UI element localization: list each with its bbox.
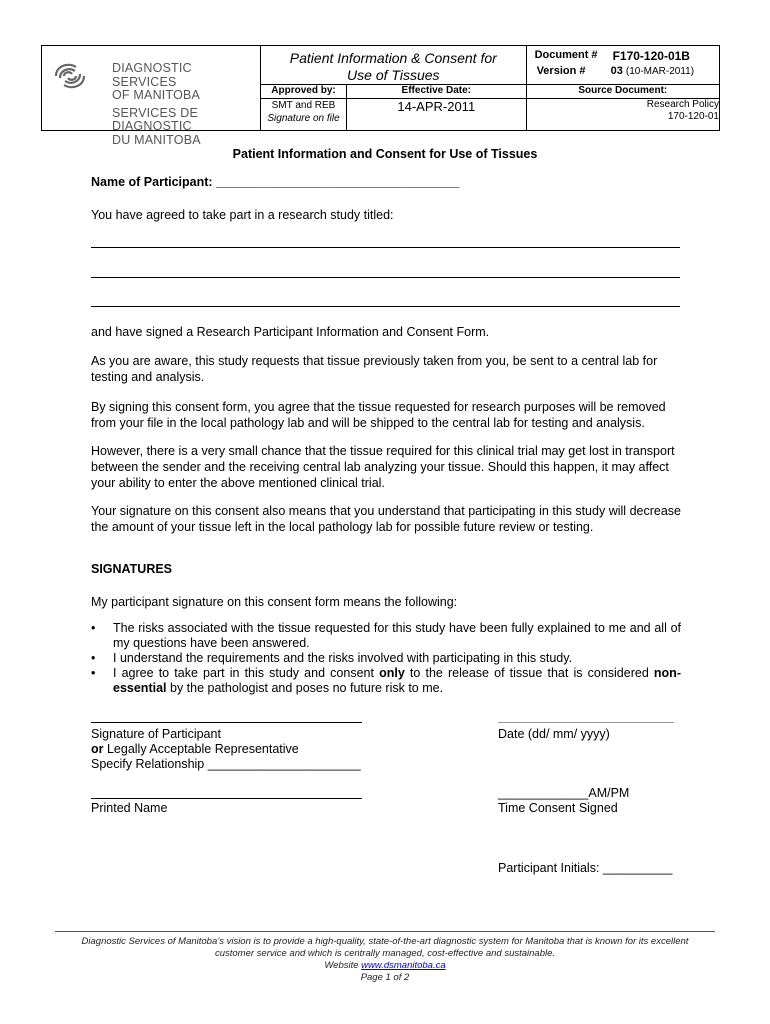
footer-divider [55,931,715,932]
document-title: Patient Information and Consent for Use of Tissues [232,147,538,161]
specify-relationship-field[interactable]: Specify Relationship ______________________ [91,757,361,771]
effective-date-value: 14-APR-2011 [347,99,527,131]
participant-initials-block [498,861,672,876]
paragraph-however: However, there is a very small chance that the tissue required for this clinical trial may get lost in transport between the sender and the receiving central lab analyzing your tissue. Should this happen, it may affect your ability to enter the above mentioned clinical trial. [91,444,675,490]
study-intro: You have agreed to take part in a research study titled: [91,208,394,222]
bullet-emphasis-only: only [379,666,405,680]
version-label: Version # [536,65,586,77]
bullet-text: I understand the requirements and the risks involved with participating in this study. [113,651,573,665]
dsm-logo-icon [50,58,90,94]
form-title-line2: Use of Tissues [347,67,440,83]
bullet-text-c: by the pathologist and poses no future risk to me. [166,681,444,695]
footer-website-label: Website [324,960,362,971]
form-title-cell [261,46,527,85]
bullet-emphasis-non-essential: non-essential [113,666,681,695]
bullet-glyph: • [91,651,96,665]
printed-name-label: Printed Name [91,801,168,815]
document-label: Document # [534,49,598,61]
consent-bullet-list [91,621,681,696]
participant-initials-label: Participant Initials: [498,861,600,875]
bullet-text-a: I agree to take part in this study and consent [113,666,380,680]
signed-form-text: and have signed a Research Participant Information and Consent Form. [91,325,490,339]
bullet-text: The risks associated with the tissue requested for this study have been fully explained to me and all of my questions have been answered. [113,621,681,650]
source-document-line1: Research Policy [646,99,719,110]
source-document-label: Source Document: [526,85,719,99]
logo-cell [42,46,261,147]
version-date: (10-MAR-2011) [625,66,695,77]
approved-by-value [261,99,347,131]
signature-participant-label: Signature of Participant [91,727,221,741]
time-consent-label: Time Consent Signed [498,801,618,815]
study-title-line[interactable] [91,306,680,307]
signature-block-participant [91,727,361,772]
signatures-intro: My participant signature on this consent form means the following: [91,595,458,609]
signature-lar-label: Legally Acceptable Representative [103,742,299,756]
list-item [91,666,681,696]
bullet-glyph: • [91,621,96,635]
date-line[interactable] [498,722,674,723]
document-number-cell [526,46,719,85]
participant-initials-field[interactable]: __________ [602,861,673,875]
bullet-glyph: • [91,666,96,680]
printed-name-line[interactable] [91,798,362,799]
page-number: Page 1 of 2 [360,972,410,983]
approved-by-line2: Signature on file [267,113,340,124]
source-document-line2: 170-120-01 [667,111,719,122]
signatures-heading: SIGNATURES [91,562,173,576]
effective-date-label: Effective Date: [347,85,527,99]
time-ampm-field[interactable]: _____________AM/PM [498,786,630,800]
website-link[interactable]: www.dsmanitoba.ca [361,960,446,971]
paragraph-signing: By signing this consent form, you agree that the tissue requested for research purposes will be removed from your file in the local pathology lab and will be shipped to the central lab for testing and analysis. [91,400,666,430]
version-value: 03 [610,65,623,77]
source-document-value [526,99,719,131]
footer-vision-line2: customer service and which is centrally managed, cost-effective and sustainable. [214,948,556,959]
page-footer [0,936,770,984]
logo-line: DU MANITOBA [112,132,201,147]
date-label: Date (dd/ mm/ yyyy) [498,727,610,741]
study-title-line[interactable] [91,277,680,278]
logo-line: SERVICES DE DIAGNOSTIC [112,105,199,133]
paragraph-aware: As you are aware, this study requests that tissue previously taken from you, be sent to a central lab for testing and analysis. [91,354,658,384]
document-header-table [41,45,720,147]
form-title-line1: Patient Information & Consent for [289,50,497,66]
document-value: F170-120-01B [612,49,690,63]
bullet-text-b: to the release of tissue that is considered [404,666,654,680]
list-item [91,651,681,666]
participant-name-field[interactable]: Name of Participant: ___________________________________ [91,175,460,189]
study-title-line[interactable] [91,247,680,248]
approved-by-line1: SMT and REB [271,100,336,111]
logo-line: DIAGNOSTIC SERVICES [112,61,192,89]
participant-signature-line[interactable] [91,722,362,723]
approved-by-label: Approved by: [261,85,347,99]
signature-or: or [91,742,104,756]
footer-vision-line1: Diagnostic Services of Manitoba’s vision is to provide a high-quality, state-of-the-art diagnostic system for Manitoba that is known for its excellent [81,936,689,947]
list-item [91,621,681,651]
paragraph-signature-meaning: Your signature on this consent also means that you understand that participating in this study will decrease the amount of your tissue left in the local pathology lab for possible future review or testing. [91,504,681,534]
logo-line: OF MANITOBA [112,88,201,102]
logo-wordmark [112,62,260,147]
